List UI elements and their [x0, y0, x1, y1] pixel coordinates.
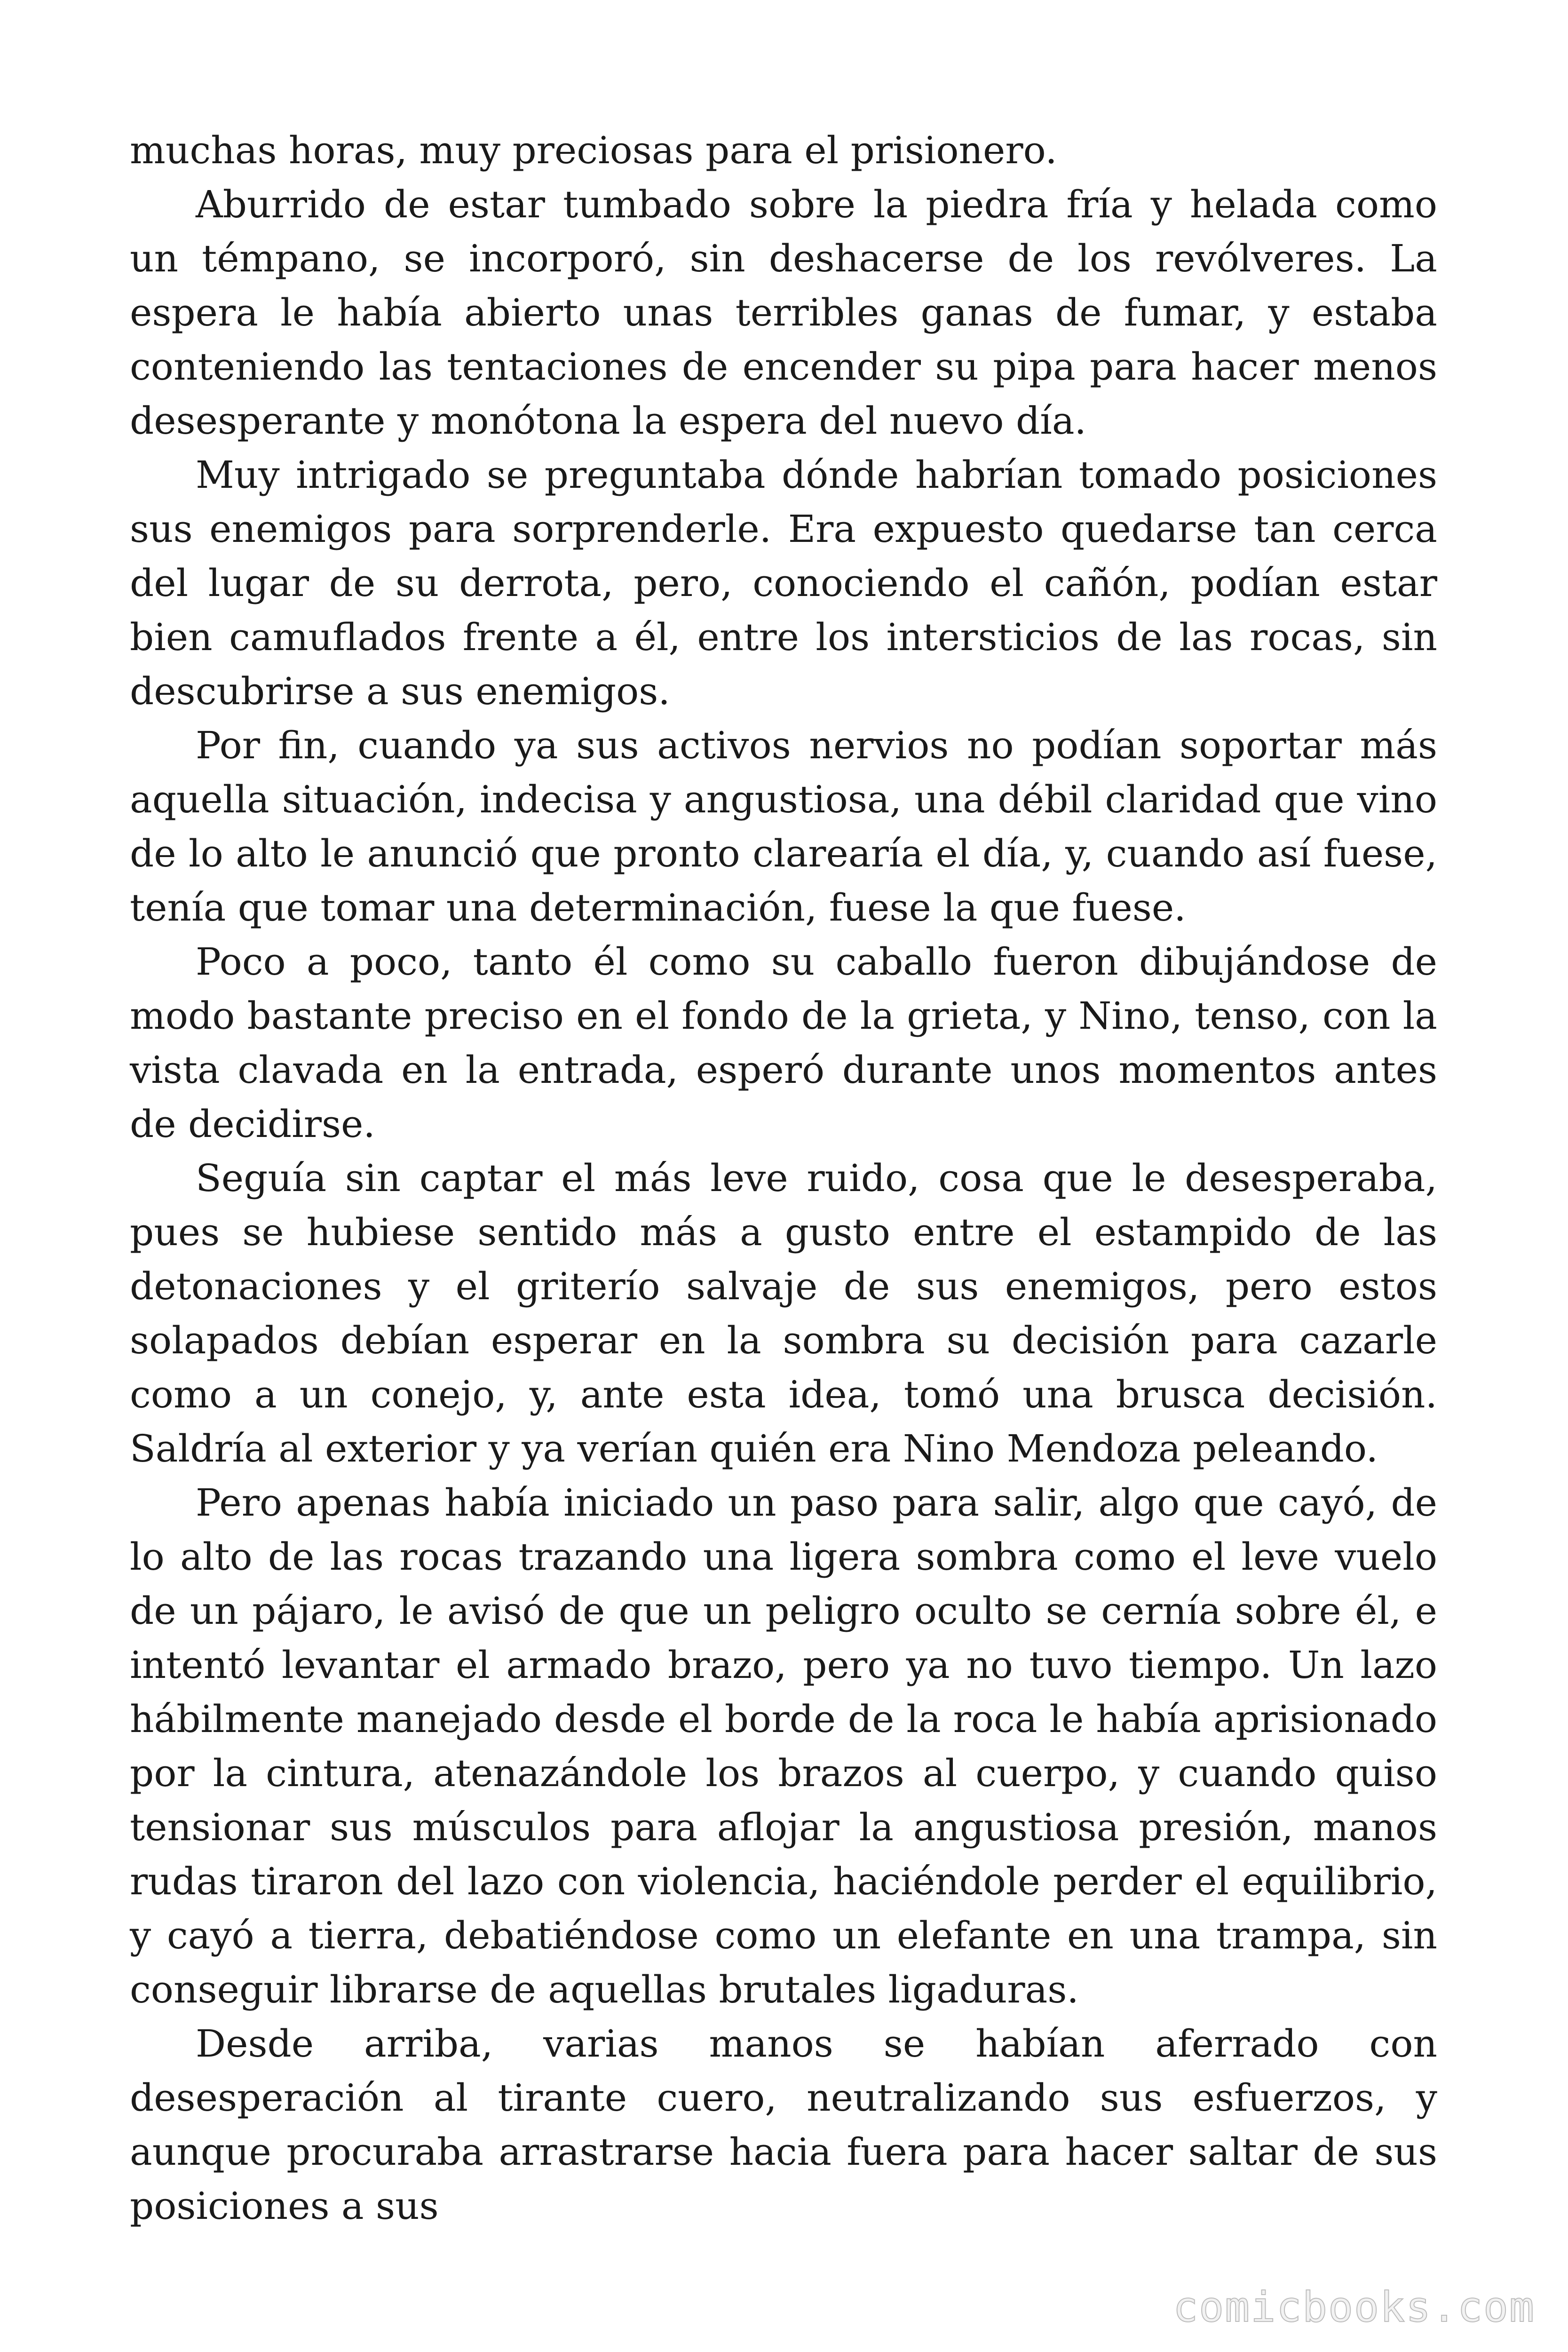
paragraph-3: Muy intrigado se preguntaba dónde habrían tomado posiciones sus enemigos para sorprenderle. Era expuesto quedarse tan cerca del lugar de su derrota, pero, conociendo el cañón, podían estar bien camuflados frente a él, entre los intersticios de las rocas, sin descubrirse a sus enemigos.: [130, 453, 1437, 713]
paragraph-1: muchas horas, muy preciosas para el prisionero.: [130, 128, 1057, 172]
paragraph-2: Aburrido de estar tumbado sobre la piedra fría y helada como un témpano, se incorporó, sin deshacerse de los revólveres. La espera le había abierto unas terribles ganas de fumar, y estaba conteniendo las tentaciones de encender su pipa para hacer menos desesperante y monótona la espera del nuevo día.: [130, 183, 1437, 443]
paragraph-6: Seguía sin captar el más leve ruido, cosa que le desesperaba, pues se hubiese sentido más a gusto entre el estampido de las detonaciones y el griterío salvaje de sus enemigos, pero estos solapados debían esperar en la sombra su decisión para cazarle como a un conejo, y, ante esta idea, tomó una brusca decisión. Saldría al exterior y ya verían quién era Nino Mendoza peleando.: [130, 1156, 1437, 1470]
paragraph-4: Por fin, cuando ya sus activos nervios no podían soportar más aquella situación, indecisa y angustiosa, una débil claridad que vino de lo alto le anunció que pronto clarearía el día, y, cuando así fuese, tenía que tomar una determinación, fuese la que fuese.: [130, 723, 1437, 930]
paragraph-5: Poco a poco, tanto él como su caballo fueron dibujándose de modo bastante preciso en el fondo de la grieta, y Nino, tenso, con la vista clavada en la entrada, esperó durante unos momentos antes de decidirse.: [130, 940, 1437, 1146]
page-text: [130, 123, 1437, 2233]
paragraph-7: Pero apenas había iniciado un paso para salir, algo que cayó, de lo alto de las rocas trazando una ligera sombra como el leve vuelo de un pájaro, le avisó de que un peligro oculto se cernía sobre él, e intentó levantar el armado brazo, pero ya no tuvo tiempo. Un lazo hábilmente manejado desde el borde de la roca le había aprisionado por la cintura, atenazándole los brazos al cuerpo, y cuando quiso tensionar sus músculos para aflojar la angustiosa presión, manos rudas tiraron del lazo con violencia, haciéndole perder el equilibrio, y cayó a tierra, debatiéndose como un elefante en una trampa, sin conseguir librarse de aquellas brutales ligaduras.: [130, 1481, 1437, 2011]
paragraph-8: Desde arriba, varias manos se habían aferrado con desesperación al tirante cuero, neutralizando sus esfuerzos, y aunque procuraba arrastrarse hacia fuera para hacer saltar de sus posiciones a sus: [130, 2022, 1437, 2228]
watermark: comicbooks.com: [1173, 2283, 1535, 2331]
